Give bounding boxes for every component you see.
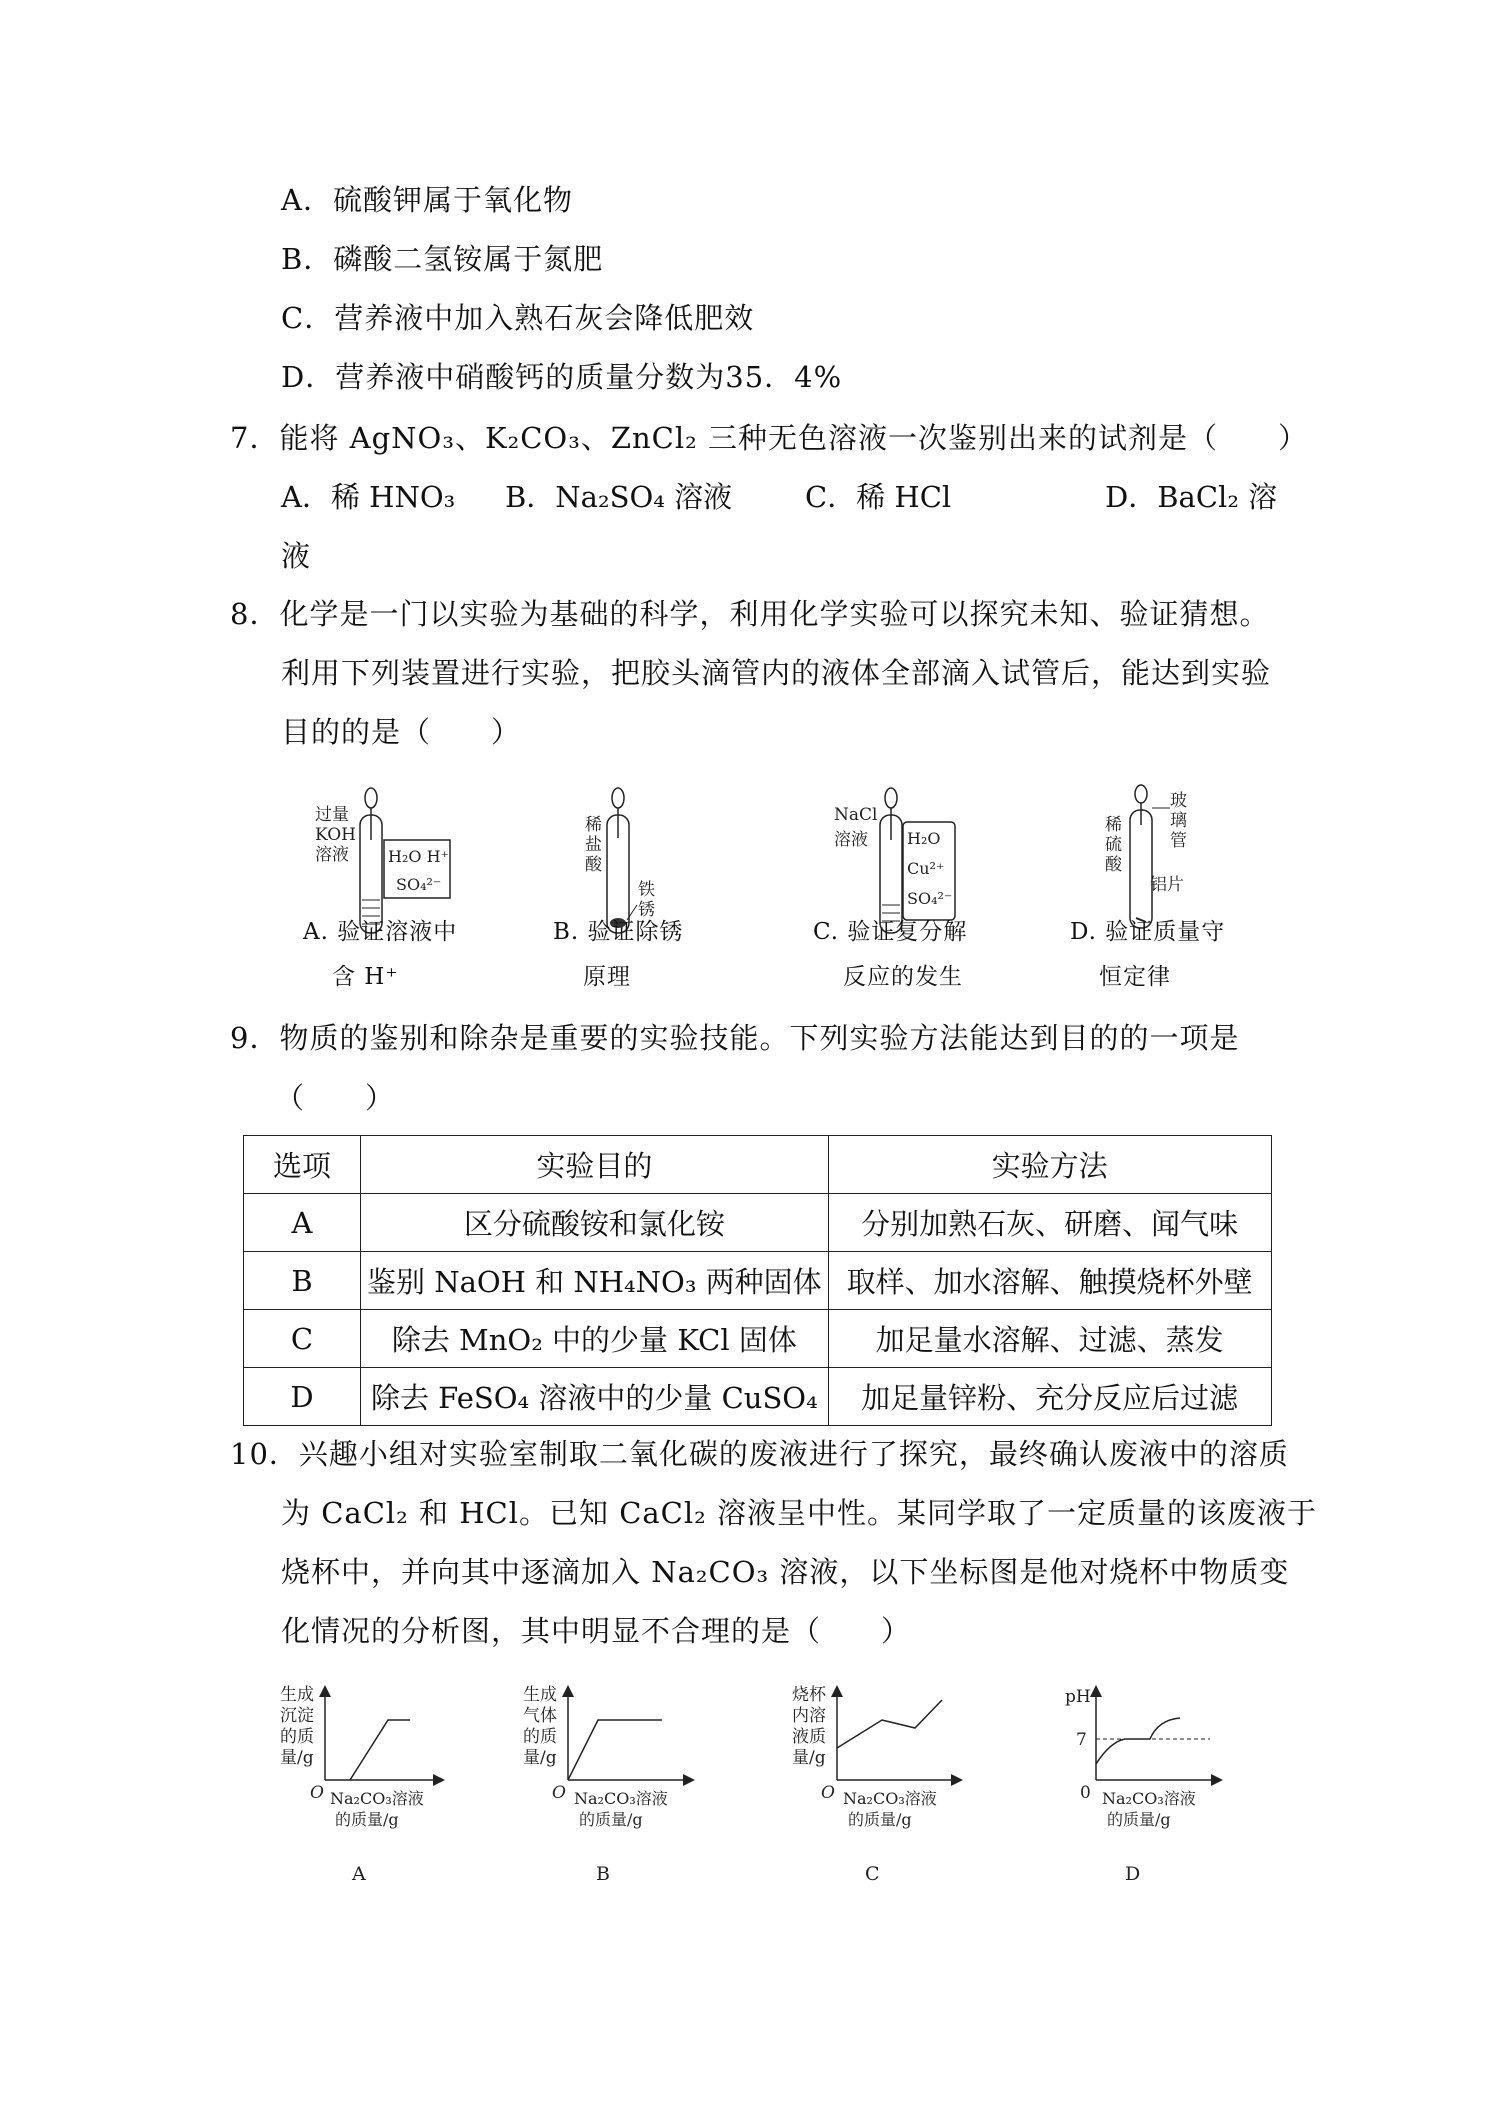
graph-b-ylabel-4: 量/g [523,1748,557,1768]
graph-d-origin: 0 [1080,1783,1091,1803]
table-cell: 加足量锌粉、充分反应后过滤 [828,1368,1271,1426]
graph-c-ylabel-2: 内溶 [792,1706,826,1726]
q8-stem-line-2: 利用下列装置进行实验，把胶头滴管内的液体全部滴入试管后，能达到实验 [281,656,1272,690]
q9-paren: （ ） [275,1081,396,1115]
graph-b-ylabel-2: 气体 [523,1706,557,1726]
table-cell: 区分硫酸铵和氯化铵 [361,1194,829,1252]
table-cell: B [244,1252,361,1310]
q10-stem-line-1: 10．兴趣小组对实验室制取二氧化碳的废液进行了探究，最终确认废液中的溶质 [230,1437,1289,1471]
table-cell: 除去 MnO₂ 中的少量 KCl 固体 [361,1310,829,1368]
graph-b-caption: B [596,1863,610,1885]
apparatus-b-label-3: 酸 [585,855,602,875]
q8-stem-line-1: 8．化学是一门以实验为基础的科学，利用化学实验可以探究未知、验证猜想。 [230,597,1270,631]
apparatus-a-box-line-2: SO₄²⁻ [396,875,442,894]
graph-a-origin: O [310,1783,324,1803]
graph-d-xlabel-2: 的质量/g [1107,1810,1171,1829]
graph-a-ylabel-1: 生成 [280,1685,314,1705]
apparatus-d-label-1: 稀 [1105,815,1122,835]
apparatus-d-side-1: 玻 [1170,791,1187,811]
q10-stem-line-4: 化情况的分析图，其中明显不合理的是（ ） [281,1614,912,1648]
apparatus-c-caption-2: 反应的发生 [843,964,963,990]
apparatus-a-caption-1: A. 验证溶液中 [303,919,458,945]
apparatus-b-side-1: 铁 [638,880,655,900]
graph-d-ylabel-1: pH [1065,1687,1091,1707]
graph-b [523,1685,692,1885]
table-row [244,1310,1272,1368]
apparatus-b-side-2: 锈 [638,900,655,920]
q10-stem-line-2: 为 CaCl₂ 和 HCl。已知 CaCl₂ 溶液呈中性。某同学取了一定质量的该废液于 [281,1496,1317,1530]
graph-d-curve [1096,1718,1180,1764]
q10-graphs [270,1680,1230,1910]
graph-a-xlabel-2: 的质量/g [335,1810,399,1829]
apparatus-a [315,788,450,933]
graph-c [792,1685,960,1885]
table-cell: 分别加熟石灰、研磨、闻气味 [828,1194,1271,1252]
apparatus-a-label-1: 过量 [315,805,349,825]
table-cell: A [244,1194,361,1252]
graph-a [280,1685,442,1885]
apparatus-c-label-1: NaCl [834,805,878,825]
graph-d-tick-7: 7 [1076,1730,1087,1750]
graph-c-ylabel-1: 烧杯 [792,1685,826,1705]
table-cell: 除去 FeSO₄ 溶液中的少量 CuSO₄ [361,1368,829,1426]
graph-a-ylabel-2: 沉淀 [280,1706,314,1726]
graph-d-caption: D [1125,1863,1141,1885]
graph-c-origin: O [821,1783,835,1803]
apparatus-d-side-2: 璃 [1170,811,1187,831]
apparatus-b-label-1: 稀 [585,815,602,835]
table-row [244,1252,1272,1310]
table-row [244,1368,1272,1426]
apparatus-c [834,788,955,933]
apparatus-b-caption-2: 原理 [583,964,631,990]
q7-option-b: B．Na₂SO₄ 溶液 [505,480,733,514]
apparatus-d-side-3: 管 [1170,831,1187,851]
graph-b-ylabel-1: 生成 [523,1685,557,1705]
graph-c-curve [837,1700,942,1748]
q6-option-d: D．营养液中硝酸钙的质量分数为35．4% [281,360,843,394]
apparatus-b-label-2: 盐 [585,835,602,855]
apparatus-b [585,788,655,933]
graph-b-origin: O [552,1783,566,1803]
graph-c-ylabel-3: 液质 [792,1727,826,1747]
q8-stem-line-3: 目的的是（ ） [281,715,522,749]
apparatus-c-box-line-1: H₂O [907,829,941,848]
apparatus-c-caption-1: C. 验证复分解 [813,919,968,945]
q7-option-a: A．稀 HNO₃ [281,480,456,514]
q9-table [243,1135,1272,1426]
table-cell: D [244,1368,361,1426]
table-header-cell: 实验方法 [828,1136,1271,1194]
apparatus-d-caption-2: 恒定律 [1099,964,1171,990]
apparatus-d-caption-1: D. 验证质量守 [1070,919,1226,945]
graph-c-ylabel-4: 量/g [792,1748,826,1768]
apparatus-c-label-2: 溶液 [834,830,868,850]
q6-option-c: C．营养液中加入熟石灰会降低肥效 [281,301,755,335]
apparatus-d-bottom-label: 铝片 [1150,875,1184,895]
table-header-row [244,1136,1272,1194]
apparatus-a-caption-2: 含 H⁺ [332,964,399,990]
q6-option-a: A．硫酸钾属于氧化物 [281,183,573,217]
q6-option-b: B．磷酸二氢铵属于氮肥 [281,242,604,276]
q10-stem-line-3: 烧杯中，并向其中逐滴加入 Na₂CO₃ 溶液，以下坐标图是他对烧杯中物质变 [281,1555,1290,1589]
q7-option-d: D．BaCl₂ 溶 [1105,480,1278,514]
apparatus-d-label-2: 硫 [1105,835,1122,855]
apparatus-b-caption-1: B. 验证除锈 [553,919,684,945]
table-cell: 取样、加水溶解、触摸烧杯外壁 [828,1252,1271,1310]
apparatus-a-label-2: KOH [315,825,357,845]
table-row [244,1194,1272,1252]
graph-b-xlabel-1: Na₂CO₃溶液 [574,1789,668,1808]
graph-c-caption: C [865,1863,880,1885]
graph-a-curve [350,1720,410,1780]
q9-stem: 9．物质的鉴别和除杂是重要的实验技能。下列实验方法能达到目的的一项是 [230,1021,1240,1055]
graph-a-xlabel-1: Na₂CO₃溶液 [330,1789,424,1808]
graph-a-caption: A [352,1863,366,1885]
table-header-cell: 选项 [244,1136,361,1194]
graph-d-xlabel-1: Na₂CO₃溶液 [1102,1789,1196,1808]
table-cell: C [244,1310,361,1368]
table-cell: 鉴别 NaOH 和 NH₄NO₃ 两种固体 [361,1252,829,1310]
apparatus-d-label-3: 酸 [1105,855,1122,875]
graph-a-ylabel-4: 量/g [280,1748,314,1768]
graph-a-ylabel-3: 的质 [280,1727,314,1747]
graph-c-xlabel-1: Na₂CO₃溶液 [843,1789,937,1808]
graph-d [1065,1687,1220,1885]
apparatus-c-box-line-3: SO₄²⁻ [907,889,953,908]
q7-option-c: C．稀 HCl [805,480,952,514]
apparatus-a-label-3: 溶液 [315,845,349,865]
graph-b-ylabel-3: 的质 [523,1727,557,1747]
apparatus-c-box-line-2: Cu²⁺ [907,859,945,878]
graph-c-xlabel-2: 的质量/g [848,1810,912,1829]
q7-option-d-wrap: 液 [281,539,311,573]
table-header-cell: 实验目的 [361,1136,829,1194]
table-cell: 加足量水溶解、过滤、蒸发 [828,1310,1271,1368]
graph-b-xlabel-2: 的质量/g [579,1810,643,1829]
apparatus-d [1105,785,1187,928]
q7-stem: 7．能将 AgNO₃、K₂CO₃、ZnCl₂ 三种无色溶液一次鉴别出来的试剂是（ ） [230,421,1308,455]
graph-b-curve [568,1720,662,1780]
apparatus-a-box-line-1: H₂O H⁺ [388,847,449,866]
